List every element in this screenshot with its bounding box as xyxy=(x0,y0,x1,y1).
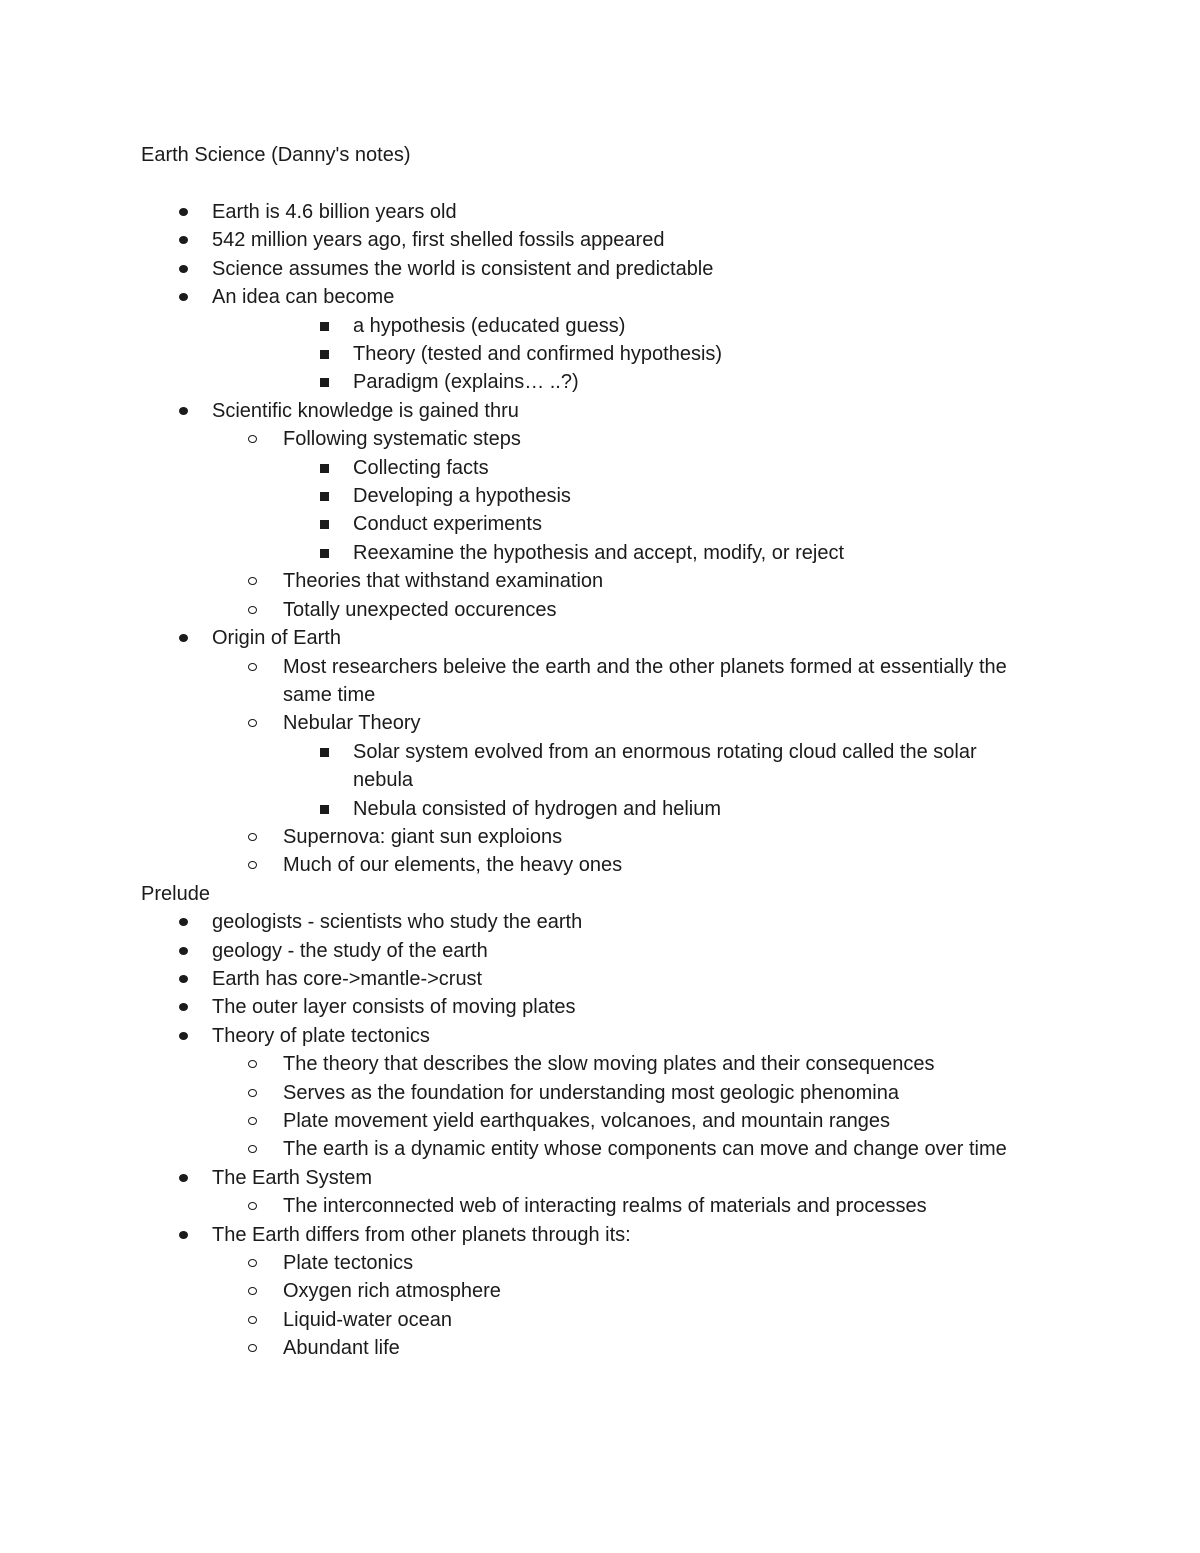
list-item xyxy=(141,738,1041,795)
hollow-circle-bullet-icon xyxy=(248,1344,257,1352)
filled-circle-bullet-icon xyxy=(179,1032,188,1040)
filled-square-bullet-icon xyxy=(320,805,329,814)
filled-square-bullet-icon xyxy=(320,549,329,558)
list-item xyxy=(141,965,1041,993)
list-item-text: The interconnected web of interacting realms of materials and processes xyxy=(283,1195,927,1218)
filled-circle-bullet-icon xyxy=(179,947,188,955)
list-item xyxy=(141,425,1041,453)
list-item xyxy=(141,340,1041,368)
filled-square-bullet-icon xyxy=(320,350,329,359)
section-heading-text: Prelude xyxy=(141,882,210,905)
list-item-text: Plate tectonics xyxy=(283,1252,414,1275)
list-item xyxy=(141,908,1041,936)
list-item-text: Supernova: giant sun exploions xyxy=(283,825,563,848)
hollow-circle-bullet-icon xyxy=(248,1117,257,1125)
list-item-text: Earth has core->mantle->crust xyxy=(212,967,483,990)
filled-square-bullet-icon xyxy=(320,492,329,501)
list-item-text: Solar system evolved from an enormous rotating cloud called the solar nebula xyxy=(353,740,977,792)
list-item xyxy=(141,1334,1041,1362)
hollow-circle-bullet-icon xyxy=(248,1259,257,1267)
list-item-text: Theory of plate tectonics xyxy=(212,1024,430,1047)
list-item-text: 542 million years ago, first shelled fossils appeared xyxy=(212,229,665,252)
list-item xyxy=(141,596,1041,624)
hollow-circle-bullet-icon xyxy=(248,719,257,727)
hollow-circle-bullet-icon xyxy=(248,1060,257,1068)
list-item-text: Conduct experiments xyxy=(353,513,542,536)
filled-square-bullet-icon xyxy=(320,378,329,387)
list-item-text: Nebula consisted of hydrogen and helium xyxy=(353,797,722,820)
list-item xyxy=(141,624,1041,652)
list-item-text: The outer layer consists of moving plates xyxy=(212,996,576,1019)
list-item-text: Abundant life xyxy=(283,1337,400,1360)
list-item-text: Nebular Theory xyxy=(283,712,421,735)
list-item-text: The earth is a dynamic entity whose components can move and change over time xyxy=(283,1138,1007,1161)
list-item xyxy=(141,823,1041,851)
filled-circle-bullet-icon xyxy=(179,236,188,244)
list-item-text: geologists - scientists who study the earth xyxy=(212,911,583,934)
list-item xyxy=(141,1022,1041,1050)
list-item-text: Theory (tested and confirmed hypothesis) xyxy=(353,343,723,366)
list-item-text: Plate movement yield earthquakes, volcanoes, and mountain ranges xyxy=(283,1110,891,1132)
list-item xyxy=(141,482,1041,510)
list-item-text: An idea can become xyxy=(212,286,395,309)
list-item-text: The Earth System xyxy=(212,1166,373,1189)
filled-circle-bullet-icon xyxy=(179,1231,188,1239)
list-item-text: Scientific knowledge is gained thru xyxy=(212,399,519,422)
filled-circle-bullet-icon xyxy=(179,407,188,415)
filled-square-bullet-icon xyxy=(320,748,329,757)
filled-circle-bullet-icon xyxy=(179,265,188,273)
list-item xyxy=(141,226,1041,254)
list-item xyxy=(141,368,1041,396)
list-item xyxy=(141,1221,1041,1249)
list-item-text: Most researchers beleive the earth and the other planets formed at essentially the same time xyxy=(283,655,1007,706)
list-item-text: Oxygen rich atmosphere xyxy=(283,1280,501,1303)
list-item xyxy=(141,397,1041,425)
list-item xyxy=(141,1107,1041,1135)
list-item-text: The theory that describes the slow moving plates and their consequences xyxy=(283,1053,935,1076)
list-item xyxy=(141,312,1041,340)
list-item-text: Liquid-water ocean xyxy=(283,1308,452,1331)
hollow-circle-bullet-icon xyxy=(248,1089,257,1097)
list-item-text: Serves as the foundation for understanding most geologic phenomina xyxy=(283,1081,899,1104)
hollow-circle-bullet-icon xyxy=(248,606,257,614)
hollow-circle-bullet-icon xyxy=(248,1202,257,1210)
list-item xyxy=(141,539,1041,567)
hollow-circle-bullet-icon xyxy=(248,833,257,841)
list-item xyxy=(141,709,1041,737)
filled-circle-bullet-icon xyxy=(179,634,188,642)
hollow-circle-bullet-icon xyxy=(248,577,257,585)
list-item-text: Earth is 4.6 billion years old xyxy=(212,201,457,223)
hollow-circle-bullet-icon xyxy=(248,861,257,869)
list-item-text: Origin of Earth xyxy=(212,627,341,650)
list-item-text: Paradigm (explains… ..?) xyxy=(353,371,579,394)
list-item xyxy=(141,283,1041,311)
filled-square-bullet-icon xyxy=(320,322,329,331)
list-item xyxy=(141,937,1041,965)
list-item xyxy=(141,1079,1041,1107)
document-title: Earth Science (Danny's notes) xyxy=(141,144,411,166)
list-item xyxy=(141,1192,1041,1220)
hollow-circle-bullet-icon xyxy=(248,1287,257,1295)
hollow-circle-bullet-icon xyxy=(248,663,257,671)
list-item xyxy=(141,1306,1041,1334)
list-item-text: Developing a hypothesis xyxy=(353,485,571,508)
list-item-text: geology - the study of the earth xyxy=(212,939,488,962)
list-item-text: Much of our elements, the heavy ones xyxy=(283,854,623,877)
list-item xyxy=(141,1050,1041,1078)
list-item-text: Following systematic steps xyxy=(283,428,521,451)
list-item xyxy=(141,795,1041,823)
list-item xyxy=(141,851,1041,879)
filled-circle-bullet-icon xyxy=(179,208,188,216)
list-item-text: Totally unexpected occurences xyxy=(283,598,557,621)
hollow-circle-bullet-icon xyxy=(248,1145,257,1153)
list-item xyxy=(141,1164,1041,1192)
hollow-circle-bullet-icon xyxy=(248,1316,257,1324)
list-item-text: Reexamine the hypothesis and accept, modify, or reject xyxy=(353,541,844,564)
filled-circle-bullet-icon xyxy=(179,293,188,301)
list-item-text: The Earth differs from other planets through its: xyxy=(212,1223,631,1246)
filled-circle-bullet-icon xyxy=(179,1003,188,1011)
list-item xyxy=(141,1249,1041,1277)
list-item-text: Science assumes the world is consistent and predictable xyxy=(212,257,714,280)
list-item xyxy=(141,1135,1041,1163)
list-item xyxy=(141,653,1041,710)
list-item xyxy=(141,255,1041,283)
list-item xyxy=(141,993,1041,1021)
filled-circle-bullet-icon xyxy=(179,918,188,926)
filled-square-bullet-icon xyxy=(320,520,329,529)
list-item xyxy=(141,510,1041,538)
list-item xyxy=(141,454,1041,482)
list-item xyxy=(141,567,1041,595)
filled-circle-bullet-icon xyxy=(179,1174,188,1182)
list-item-text: Theories that withstand examination xyxy=(283,570,604,593)
section-heading xyxy=(141,880,1041,908)
list-item-text: a hypothesis (educated guess) xyxy=(353,314,626,337)
list-item xyxy=(141,1277,1041,1305)
list-item-text: Collecting facts xyxy=(353,456,489,479)
list-item xyxy=(141,198,1041,226)
notes-list xyxy=(141,198,1041,1363)
filled-square-bullet-icon xyxy=(320,464,329,473)
filled-circle-bullet-icon xyxy=(179,975,188,983)
hollow-circle-bullet-icon xyxy=(248,435,257,443)
